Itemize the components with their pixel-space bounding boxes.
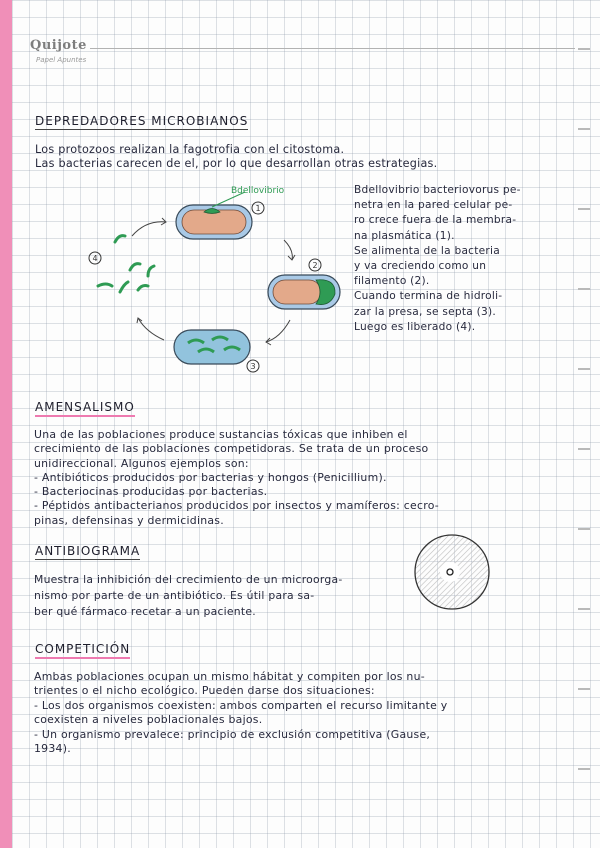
margin-mark	[578, 768, 590, 770]
text-line: coexisten a niveles poblacionales bajos.	[34, 713, 263, 727]
margin-mark	[578, 48, 590, 50]
text-line: nismo por parte de un antibiótico. Es útil para sa-	[34, 589, 315, 602]
antibiograma-text	[34, 572, 343, 620]
margin-mark	[578, 128, 590, 130]
text-line: - Un organismo prevalece: principio de exclusión competitiva (Gause,	[34, 727, 431, 741]
cell-stage-3	[174, 330, 259, 372]
text-line: Las bacterias carecen de el, por lo que desarrollan otras estrategias.	[35, 157, 438, 171]
text-line: Los protozoos realizan la fagotrofia con el citostoma.	[35, 143, 345, 156]
text-line: Bdellovibrio bacteriovorus pe-	[354, 184, 521, 196]
text-line: pinas, defensinas y dermicidinas.	[34, 513, 224, 527]
amensalismo-text	[34, 428, 439, 528]
margin-mark	[578, 368, 590, 370]
margin-mark	[578, 448, 590, 450]
bdellovibrio-label: Bdellovibrio	[231, 186, 285, 196]
header-rule	[90, 48, 575, 49]
text-line: ber qué fármaco recetar a un paciente.	[34, 605, 256, 618]
cell-stage-1	[176, 192, 264, 239]
text-line: Ambas poblaciones ocupan un mismo hábitat y compiten por los nu-	[34, 670, 425, 683]
text-line: netra en la pared celular pe-	[354, 199, 513, 212]
text-line: Cuando termina de hidroli-	[354, 290, 503, 303]
text-line: Una de las poblaciones produce sustancias tóxicas que inhiben el	[34, 428, 408, 441]
text-line: 1934).	[34, 742, 71, 756]
step-number-4: 4	[92, 254, 98, 263]
text-line: na plasmática (1).	[354, 229, 455, 242]
brand-subtitle: Papel Apuntes	[36, 56, 87, 64]
text-line: - Antibióticos producidos por bacterias y hongos (Penicillium).	[34, 470, 387, 484]
text-line: - Los dos organismos coexisten: ambos comparten el recurso limitante y	[34, 698, 448, 712]
margin-mark	[578, 688, 590, 690]
text-line: y va creciendo como un	[354, 260, 487, 273]
text-line: Luego es liberado (4).	[354, 320, 476, 333]
text-line: trientes o el nicho ecológico. Pueden darse dos situaciones:	[34, 684, 375, 698]
competicion-text	[34, 670, 448, 756]
text-line: - Péptidos antibacterianos producidos por insectos y mamíferos: cecro-	[34, 499, 439, 513]
petri-dish-diagram	[412, 532, 492, 612]
section-title-competicion: COMPETICIÓN	[35, 642, 130, 659]
intro-text	[35, 143, 437, 171]
brand-logo: Quijote	[30, 38, 87, 53]
bdellovibrio-life-cycle-diagram	[80, 180, 350, 380]
free-bdellovibrio-stage-4	[89, 236, 154, 292]
section-title-depredadores: DEPREDADORES MICROBIANOS	[35, 114, 249, 128]
text-line: - Bacteriocinas producidas por bacterias.	[34, 485, 268, 499]
section-title-antibiograma: ANTIBIOGRAMA	[35, 544, 141, 558]
text-line: ro crece fuera de la membra-	[354, 214, 517, 227]
notebook-binding-edge	[0, 0, 12, 848]
step-number-1: 1	[255, 204, 261, 213]
text-line: unidireccional. Algunos ejemplos son:	[34, 456, 249, 470]
margin-mark	[578, 608, 590, 610]
text-line: Muestra la inhibición del crecimiento de un microorga-	[34, 573, 343, 586]
bdellovibrio-description	[354, 183, 521, 335]
margin-mark	[578, 528, 590, 530]
step-number-3: 3	[250, 362, 256, 371]
text-line: filamento (2).	[354, 275, 430, 288]
margin-mark	[578, 288, 590, 290]
margin-mark	[578, 208, 590, 210]
text-line: Se alimenta de la bacteria	[354, 244, 500, 257]
text-line: zar la presa, se septa (3).	[354, 305, 496, 318]
cell-stage-2	[268, 259, 340, 309]
section-title-amensalismo: AMENSALISMO	[35, 400, 135, 417]
text-line: crecimiento de las poblaciones competidoras. Se trata de un proceso	[34, 442, 429, 456]
step-number-2: 2	[312, 261, 318, 270]
